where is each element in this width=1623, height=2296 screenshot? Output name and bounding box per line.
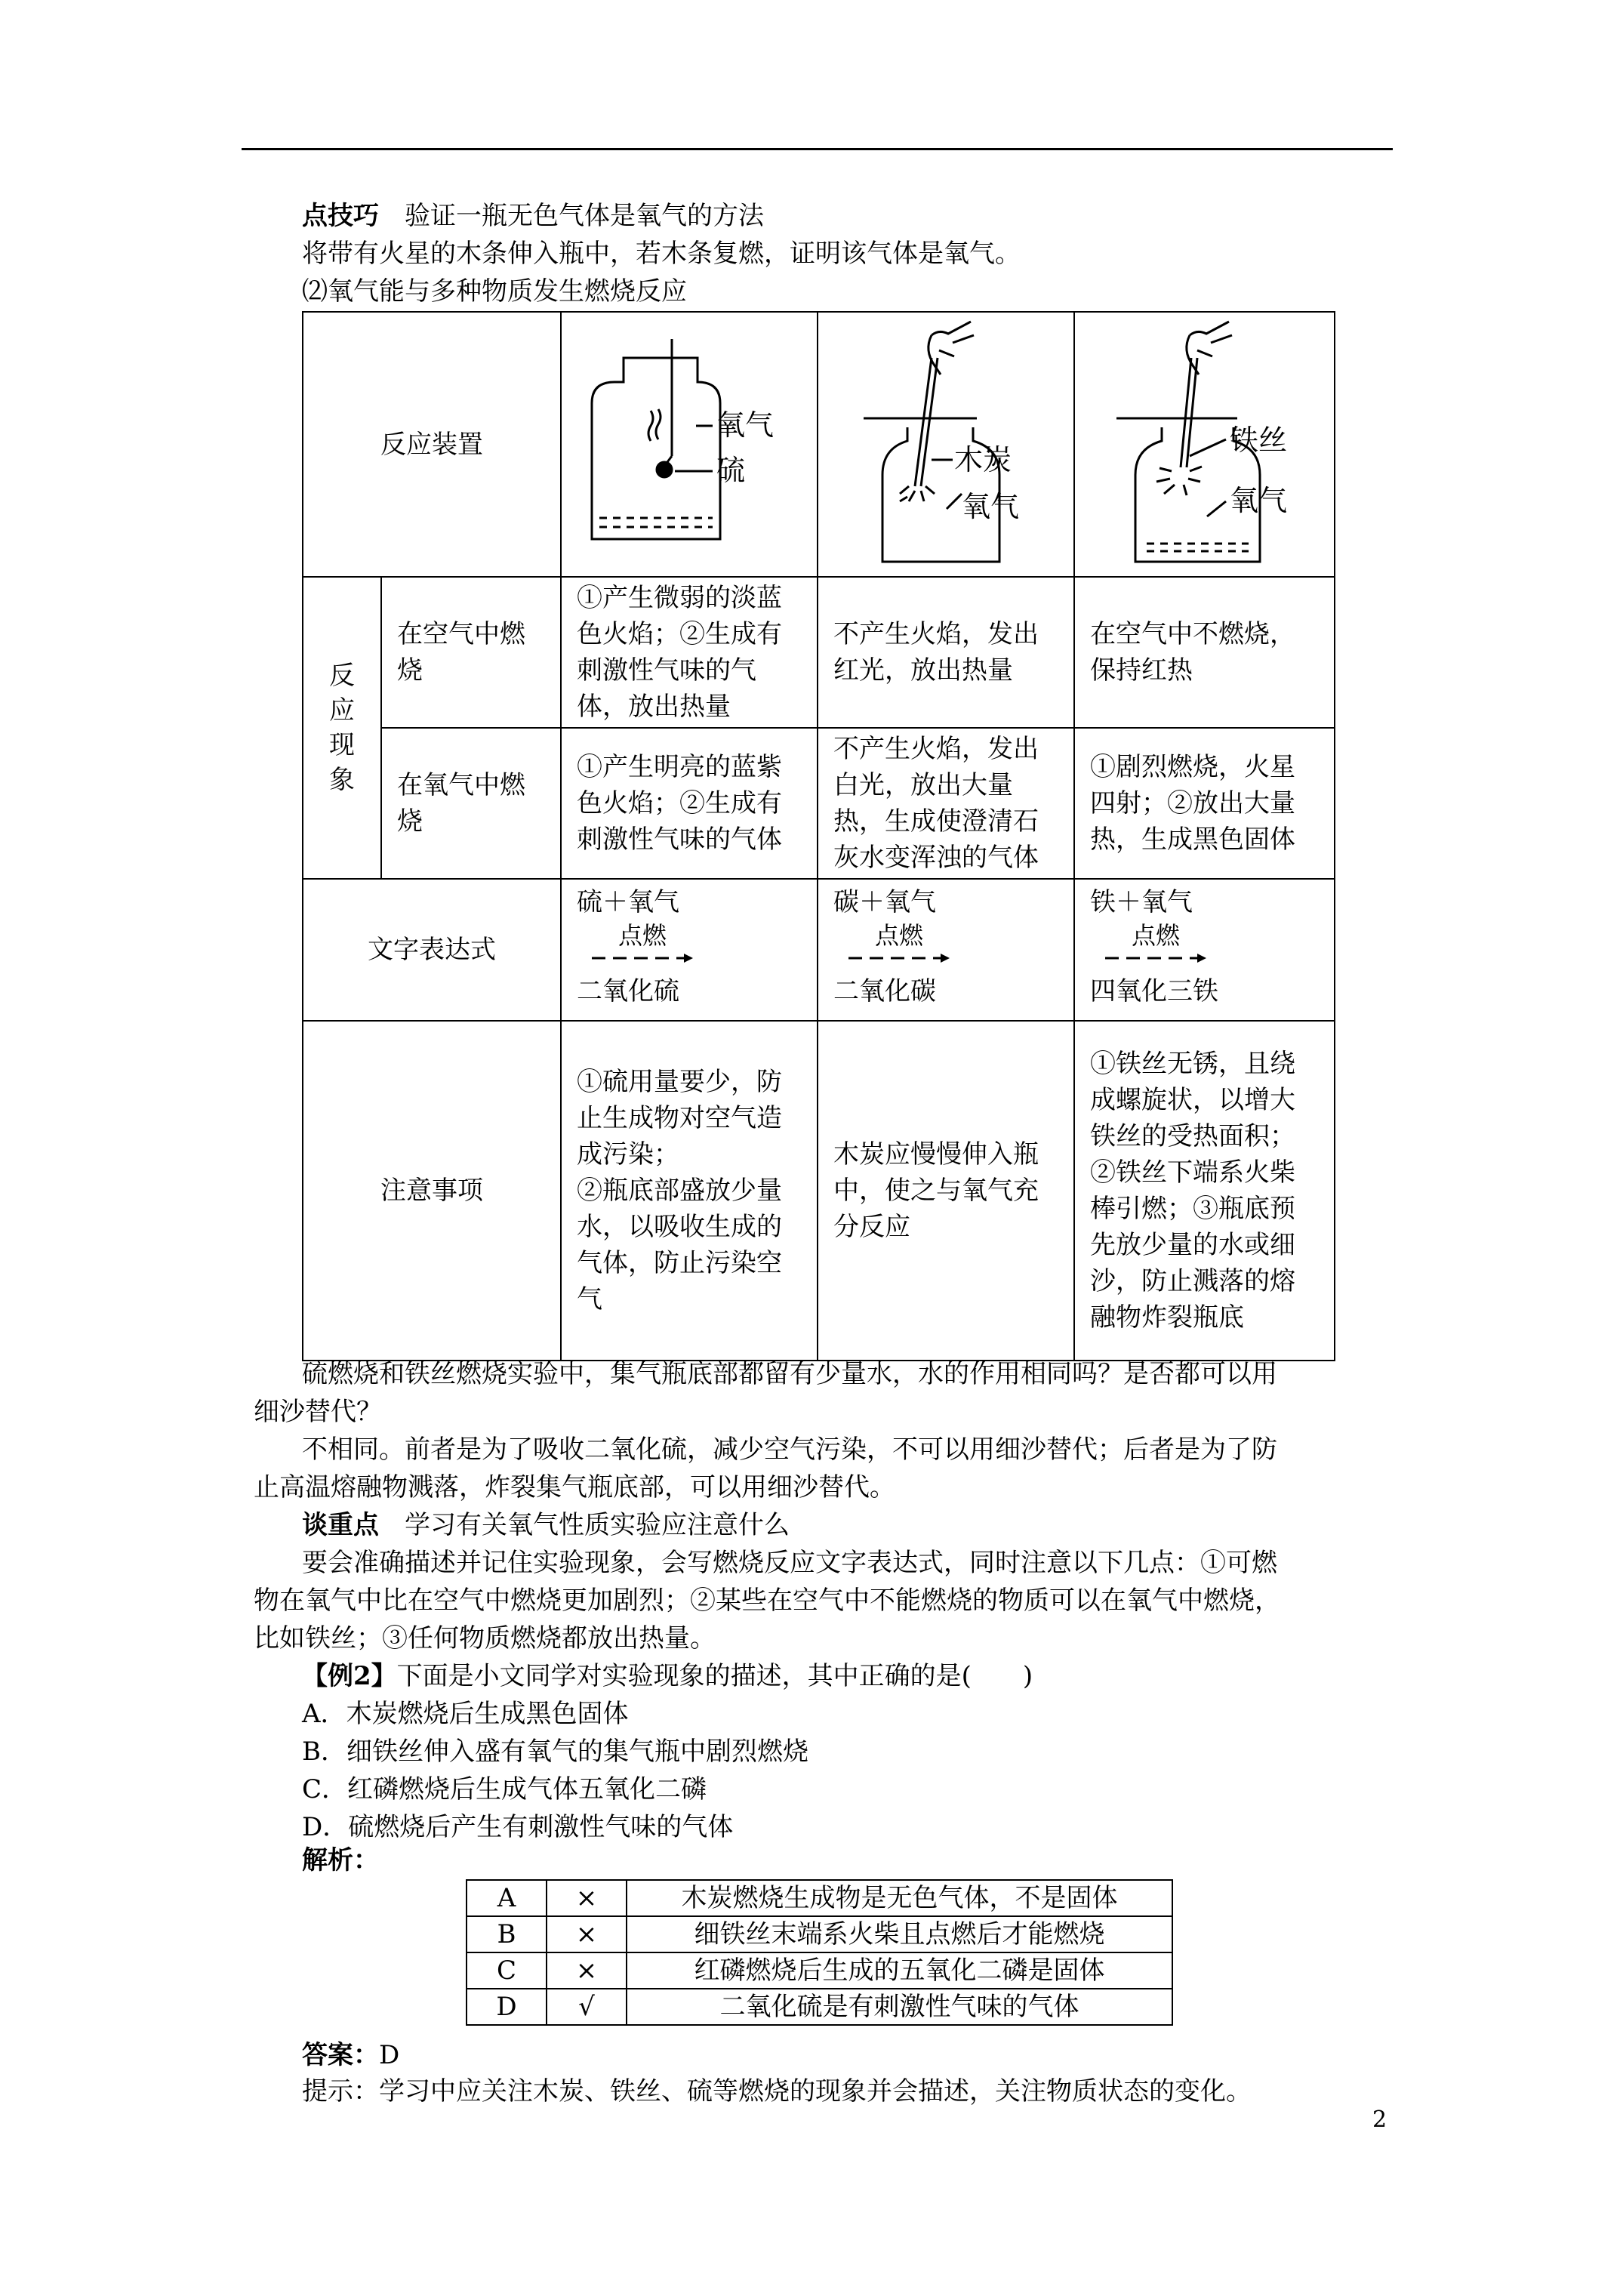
analysis-mark: × (547, 1916, 627, 1952)
tips-text: 将带有火星的木条伸入瓶中，若木条复燃，证明该气体是氧气。 (302, 239, 1021, 269)
experiment-table (302, 311, 1335, 1361)
expr-arrow (833, 920, 1058, 973)
expr-arrow (577, 920, 802, 973)
carbon-expression (818, 879, 1074, 1021)
analysis-option: D (467, 1989, 547, 2025)
option-d: D．硫燃烧后产生有刺激性气味的气体 (302, 1812, 734, 1842)
sulfur-diagram-cell (561, 312, 818, 577)
phenomenon-char: 应 (329, 695, 355, 726)
carbon-notes (818, 1021, 1074, 1361)
notes-label: 注意事项 (303, 1021, 561, 1361)
iron-label-fe: 铁丝 (1230, 424, 1288, 457)
answer-q-line-2: 止高温熔融物溅落，炸裂集气瓶底部，可以用细沙替代。 (254, 1472, 895, 1502)
expression-label: 文字表达式 (303, 879, 561, 1021)
oxygen-row (303, 728, 1335, 879)
sulfur-label-o2: 氧气 (716, 408, 775, 442)
sulfur-notes (561, 1021, 818, 1361)
example-stem (302, 1658, 1033, 1694)
key-point-label: 谈重点 (302, 1510, 379, 1540)
tips-label: 点技巧 (302, 201, 379, 231)
arrow-icon (848, 952, 954, 967)
notes-row (303, 1021, 1335, 1361)
analysis-mark: × (547, 1952, 627, 1989)
expr-condition: 点燃 (1132, 921, 1181, 950)
key-point-line-2: 物在氧气中比在空气中燃烧更加剧烈；②某些在空气中不能燃烧的物质可以在氧气中燃烧， (254, 1586, 1280, 1616)
expr-right: 二氧化碳 (833, 976, 936, 1006)
analysis-option: C (467, 1952, 547, 1989)
hint-line: 提示：学习中应关注木炭、铁丝、硫等燃烧的现象并会描述，关注物质状态的变化。 (302, 2076, 1252, 2106)
example-label: 【例2】 (302, 1661, 397, 1691)
analysis-row (467, 1989, 1172, 2025)
analysis-row (467, 1880, 1172, 1916)
carbon-label-o2: 氧气 (962, 490, 1020, 523)
phenomenon-char: 现 (329, 730, 355, 760)
expression-row (303, 879, 1335, 1021)
option-c: C．红磷燃烧后生成气体五氧化二磷 (302, 1774, 707, 1804)
tips-line (302, 198, 764, 234)
key-point-title: 学习有关氧气性质实验应注意什么 (405, 1510, 790, 1540)
iron-diagram-cell (1074, 312, 1335, 577)
iron-label-o2: 氧气 (1230, 484, 1288, 517)
phenomenon-char: 反 (329, 661, 355, 691)
question-line-1: 硫燃烧和铁丝燃烧实验中，集气瓶底部都留有少量水，水的作用相同吗？是否都可以用 (302, 1359, 1277, 1389)
key-point-line-3: 比如铁丝；③任何物质燃烧都放出热量。 (254, 1623, 716, 1653)
analysis-option: B (467, 1916, 547, 1952)
answer-label: 答案： (302, 2040, 379, 2070)
note-item: ①硫用量要少，防止生成物对空气造成污染； (577, 1067, 782, 1170)
expr-right: 四氧化三铁 (1090, 976, 1218, 1006)
expr-condition: 点燃 (875, 921, 924, 950)
expr-arrow (1090, 920, 1319, 973)
analysis-mark: × (547, 1880, 627, 1916)
page-number: 2 (1372, 2106, 1387, 2133)
analysis-reason: 细铁丝末端系火柴且点燃后才能燃烧 (627, 1916, 1172, 1952)
note-item: ①铁丝无锈，且绕成螺旋状，以增大铁丝的受热面积；②铁丝下端系火柴棒引燃；③瓶底预先放少量的水或细沙，防止溅落的熔融物炸裂瓶底 (1090, 1049, 1295, 1333)
option-a: A．木炭燃烧后生成黑色固体 (302, 1699, 629, 1729)
analysis-mark: √ (547, 1989, 627, 2025)
section-heading: ⑵氧气能与多种物质发生燃烧反应 (302, 276, 687, 307)
sulfur-air: ①产生微弱的淡蓝色火焰；②生成有刺激性气味的气体，放出热量 (561, 577, 818, 728)
carbon-diagram (818, 313, 1072, 566)
analysis-option: A (467, 1880, 547, 1916)
key-point-heading (302, 1507, 790, 1543)
note-item: ②瓶底部盛放少量水，以吸收生成的气体，防止污染空气 (577, 1176, 782, 1314)
device-row (303, 312, 1335, 577)
arrow-icon (592, 952, 698, 967)
phenomenon-char: 象 (329, 765, 355, 795)
carbon-label-c: 木炭 (954, 443, 1012, 476)
note-item: 木炭应慢慢伸入瓶中，使之与氧气充分反应 (833, 1139, 1039, 1242)
answer-value: D (379, 2040, 400, 2070)
analysis-row (467, 1952, 1172, 1989)
iron-air: 在空气中不燃烧，保持红热 (1074, 577, 1335, 728)
phenomenon-label (303, 577, 381, 879)
example-question: 下面是小文同学对实验现象的描述，其中正确的是( ) (396, 1661, 1033, 1691)
question-line-2: 细沙替代？ (254, 1397, 382, 1427)
analysis-label: 解析： (302, 1845, 379, 1875)
iron-oxygen: ①剧烈燃烧，火星四射；②放出大量热，生成黑色固体 (1074, 728, 1335, 879)
answer-line (302, 2037, 399, 2073)
expr-left: 碳＋氧气 (833, 887, 936, 917)
header-rule (242, 148, 1393, 150)
carbon-diagram-cell (818, 312, 1074, 577)
sulfur-diagram (562, 313, 815, 566)
key-point-line-1: 要会准确描述并记住实验现象，会写燃烧反应文字表达式，同时注意以下几点：①可燃 (302, 1548, 1277, 1578)
sulfur-label-s: 硫 (716, 454, 746, 487)
expr-right: 二氧化硫 (577, 976, 679, 1006)
expr-left: 硫＋氧气 (577, 887, 679, 917)
analysis-row (467, 1916, 1172, 1952)
air-row (303, 577, 1335, 728)
air-label: 在空气中燃烧 (381, 577, 561, 728)
carbon-oxygen: 不产生火焰，发出白光，放出大量热，生成使澄清石灰水变浑浊的气体 (818, 728, 1074, 879)
analysis-reason: 红磷燃烧后生成的五氧化二磷是固体 (627, 1952, 1172, 1989)
sulfur-oxygen: ①产生明亮的蓝紫色火焰；②生成有刺激性气味的气体 (561, 728, 818, 879)
iron-diagram (1075, 313, 1332, 566)
iron-expression (1074, 879, 1335, 1021)
option-b: B．细铁丝伸入盛有氧气的集气瓶中剧烈燃烧 (302, 1737, 808, 1767)
analysis-reason: 木炭燃烧生成物是无色气体，不是固体 (627, 1880, 1172, 1916)
arrow-icon (1105, 952, 1211, 967)
analysis-table (466, 1879, 1173, 2026)
carbon-air: 不产生火焰，发出红光，放出热量 (818, 577, 1074, 728)
iron-notes (1074, 1021, 1335, 1361)
answer-q-line-1: 不相同。前者是为了吸收二氧化硫，减少空气污染，不可以用细沙替代；后者是为了防 (302, 1435, 1277, 1465)
sulfur-expression (561, 879, 818, 1021)
analysis-reason: 二氧化硫是有刺激性气味的气体 (627, 1989, 1172, 2025)
oxygen-label: 在氧气中燃烧 (381, 728, 561, 879)
tips-title: 验证一瓶无色气体是氧气的方法 (405, 201, 764, 231)
expr-condition: 点燃 (618, 921, 667, 950)
device-label: 反应装置 (303, 312, 561, 577)
expr-left: 铁＋氧气 (1090, 887, 1193, 917)
